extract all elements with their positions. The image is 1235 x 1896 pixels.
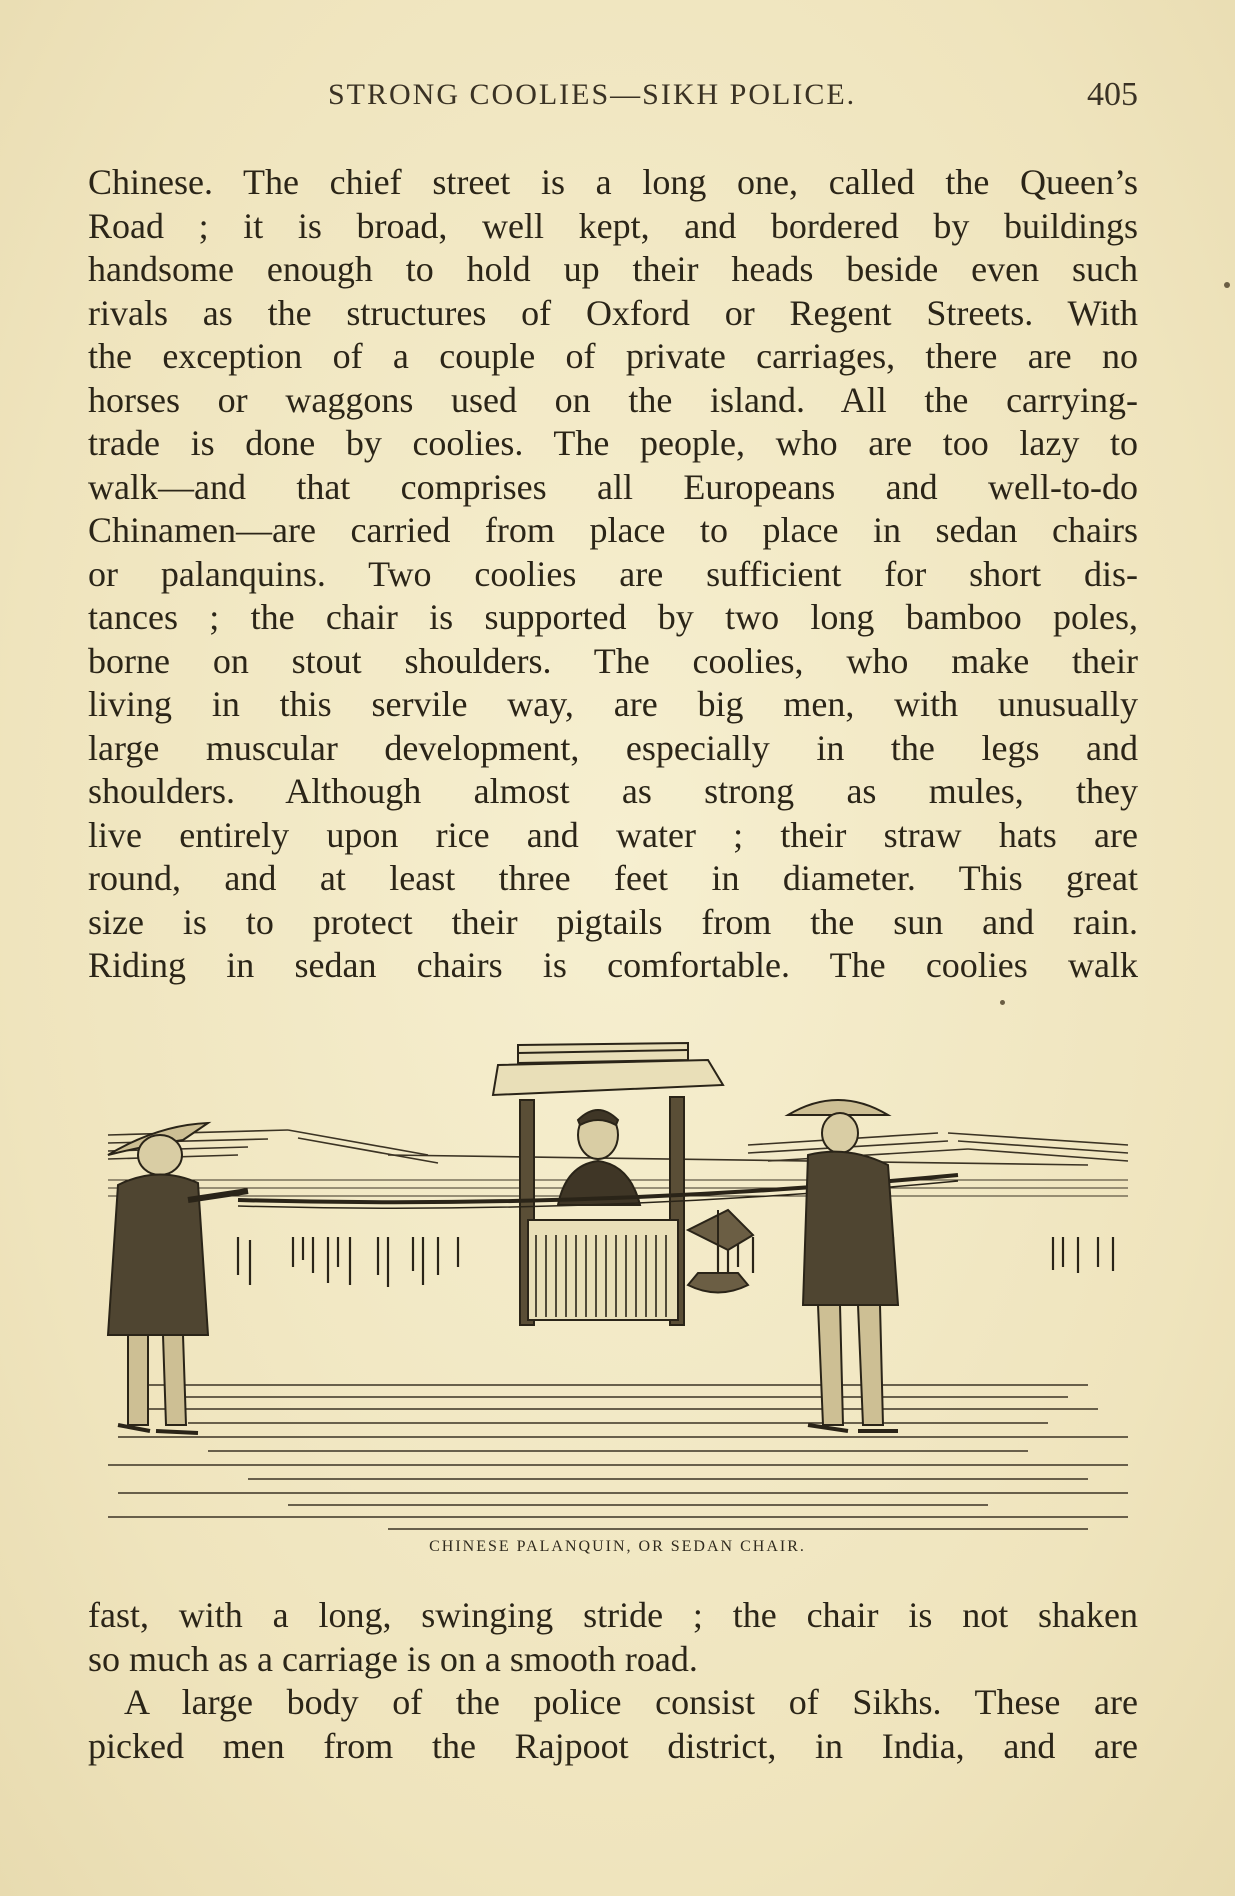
- text-line: fast, with a long, swinging stride ; the chair is not shaken: [88, 1595, 1138, 1635]
- text-line: walk—and that comprises all Europeans and well-to-do: [88, 466, 1138, 507]
- palanquin-engraving: [88, 1005, 1140, 1545]
- text-line: tances ; the chair is supported by two long bamboo poles,: [88, 597, 1138, 637]
- text-line: round, and at least three feet in diameter. This great: [88, 858, 1138, 898]
- page-header: [88, 78, 1138, 118]
- page-number: 405: [1087, 76, 1138, 113]
- figure-caption: CHINESE PALANQUIN, OR SEDAN CHAIR.: [429, 1538, 806, 1555]
- text-line: shoulders. Although almost as strong as mules, they: [88, 771, 1138, 811]
- running-title: STRONG COOLIES—SIKH POLICE.: [328, 78, 857, 111]
- body-paragraph-1: [88, 161, 1138, 988]
- text-line: or palanquins. Two coolies are sufficient for short dis-: [88, 553, 1138, 594]
- text-line: living in this servile way, are big men, with unusually: [88, 684, 1138, 724]
- text-line: Chinese. The chief street is a long one, called the Queen’s: [88, 162, 1138, 202]
- text-line: trade is done by coolies. The people, who are too lazy to: [88, 423, 1138, 463]
- text-line: live entirely upon rice and water ; their straw hats are: [88, 814, 1138, 855]
- text-line: large muscular development, especially in the legs and: [88, 727, 1138, 768]
- text-line: borne on stout shoulders. The coolies, who make their: [88, 640, 1138, 681]
- ink-fleck: [1224, 282, 1230, 288]
- text-line: picked men from the Rajpoot district, in India, and are: [88, 1725, 1138, 1766]
- text-line: handsome enough to hold up their heads beside even such: [88, 249, 1138, 289]
- text-line: size is to protect their pigtails from the sun and rain.: [88, 901, 1138, 942]
- body-paragraph-2: [88, 1594, 1138, 1768]
- text-line: Chinamen—are carried from place to place in sedan chairs: [88, 510, 1138, 550]
- text-line: Riding in sedan chairs is comfortable. The coolies walk: [88, 945, 1138, 985]
- text-line: rivals as the structures of Oxford or Regent Streets. With: [88, 292, 1138, 333]
- text-line: Road ; it is broad, well kept, and bordered by buildings: [88, 205, 1138, 246]
- text-line: horses or waggons used on the island. All the carrying-: [88, 379, 1138, 420]
- text-line: A large body of the police consist of Sikhs. These are: [124, 1682, 1138, 1722]
- text-line: the exception of a couple of private carriages, there are no: [88, 336, 1138, 376]
- text-line: so much as a carriage is on a smooth road.: [88, 1638, 698, 1679]
